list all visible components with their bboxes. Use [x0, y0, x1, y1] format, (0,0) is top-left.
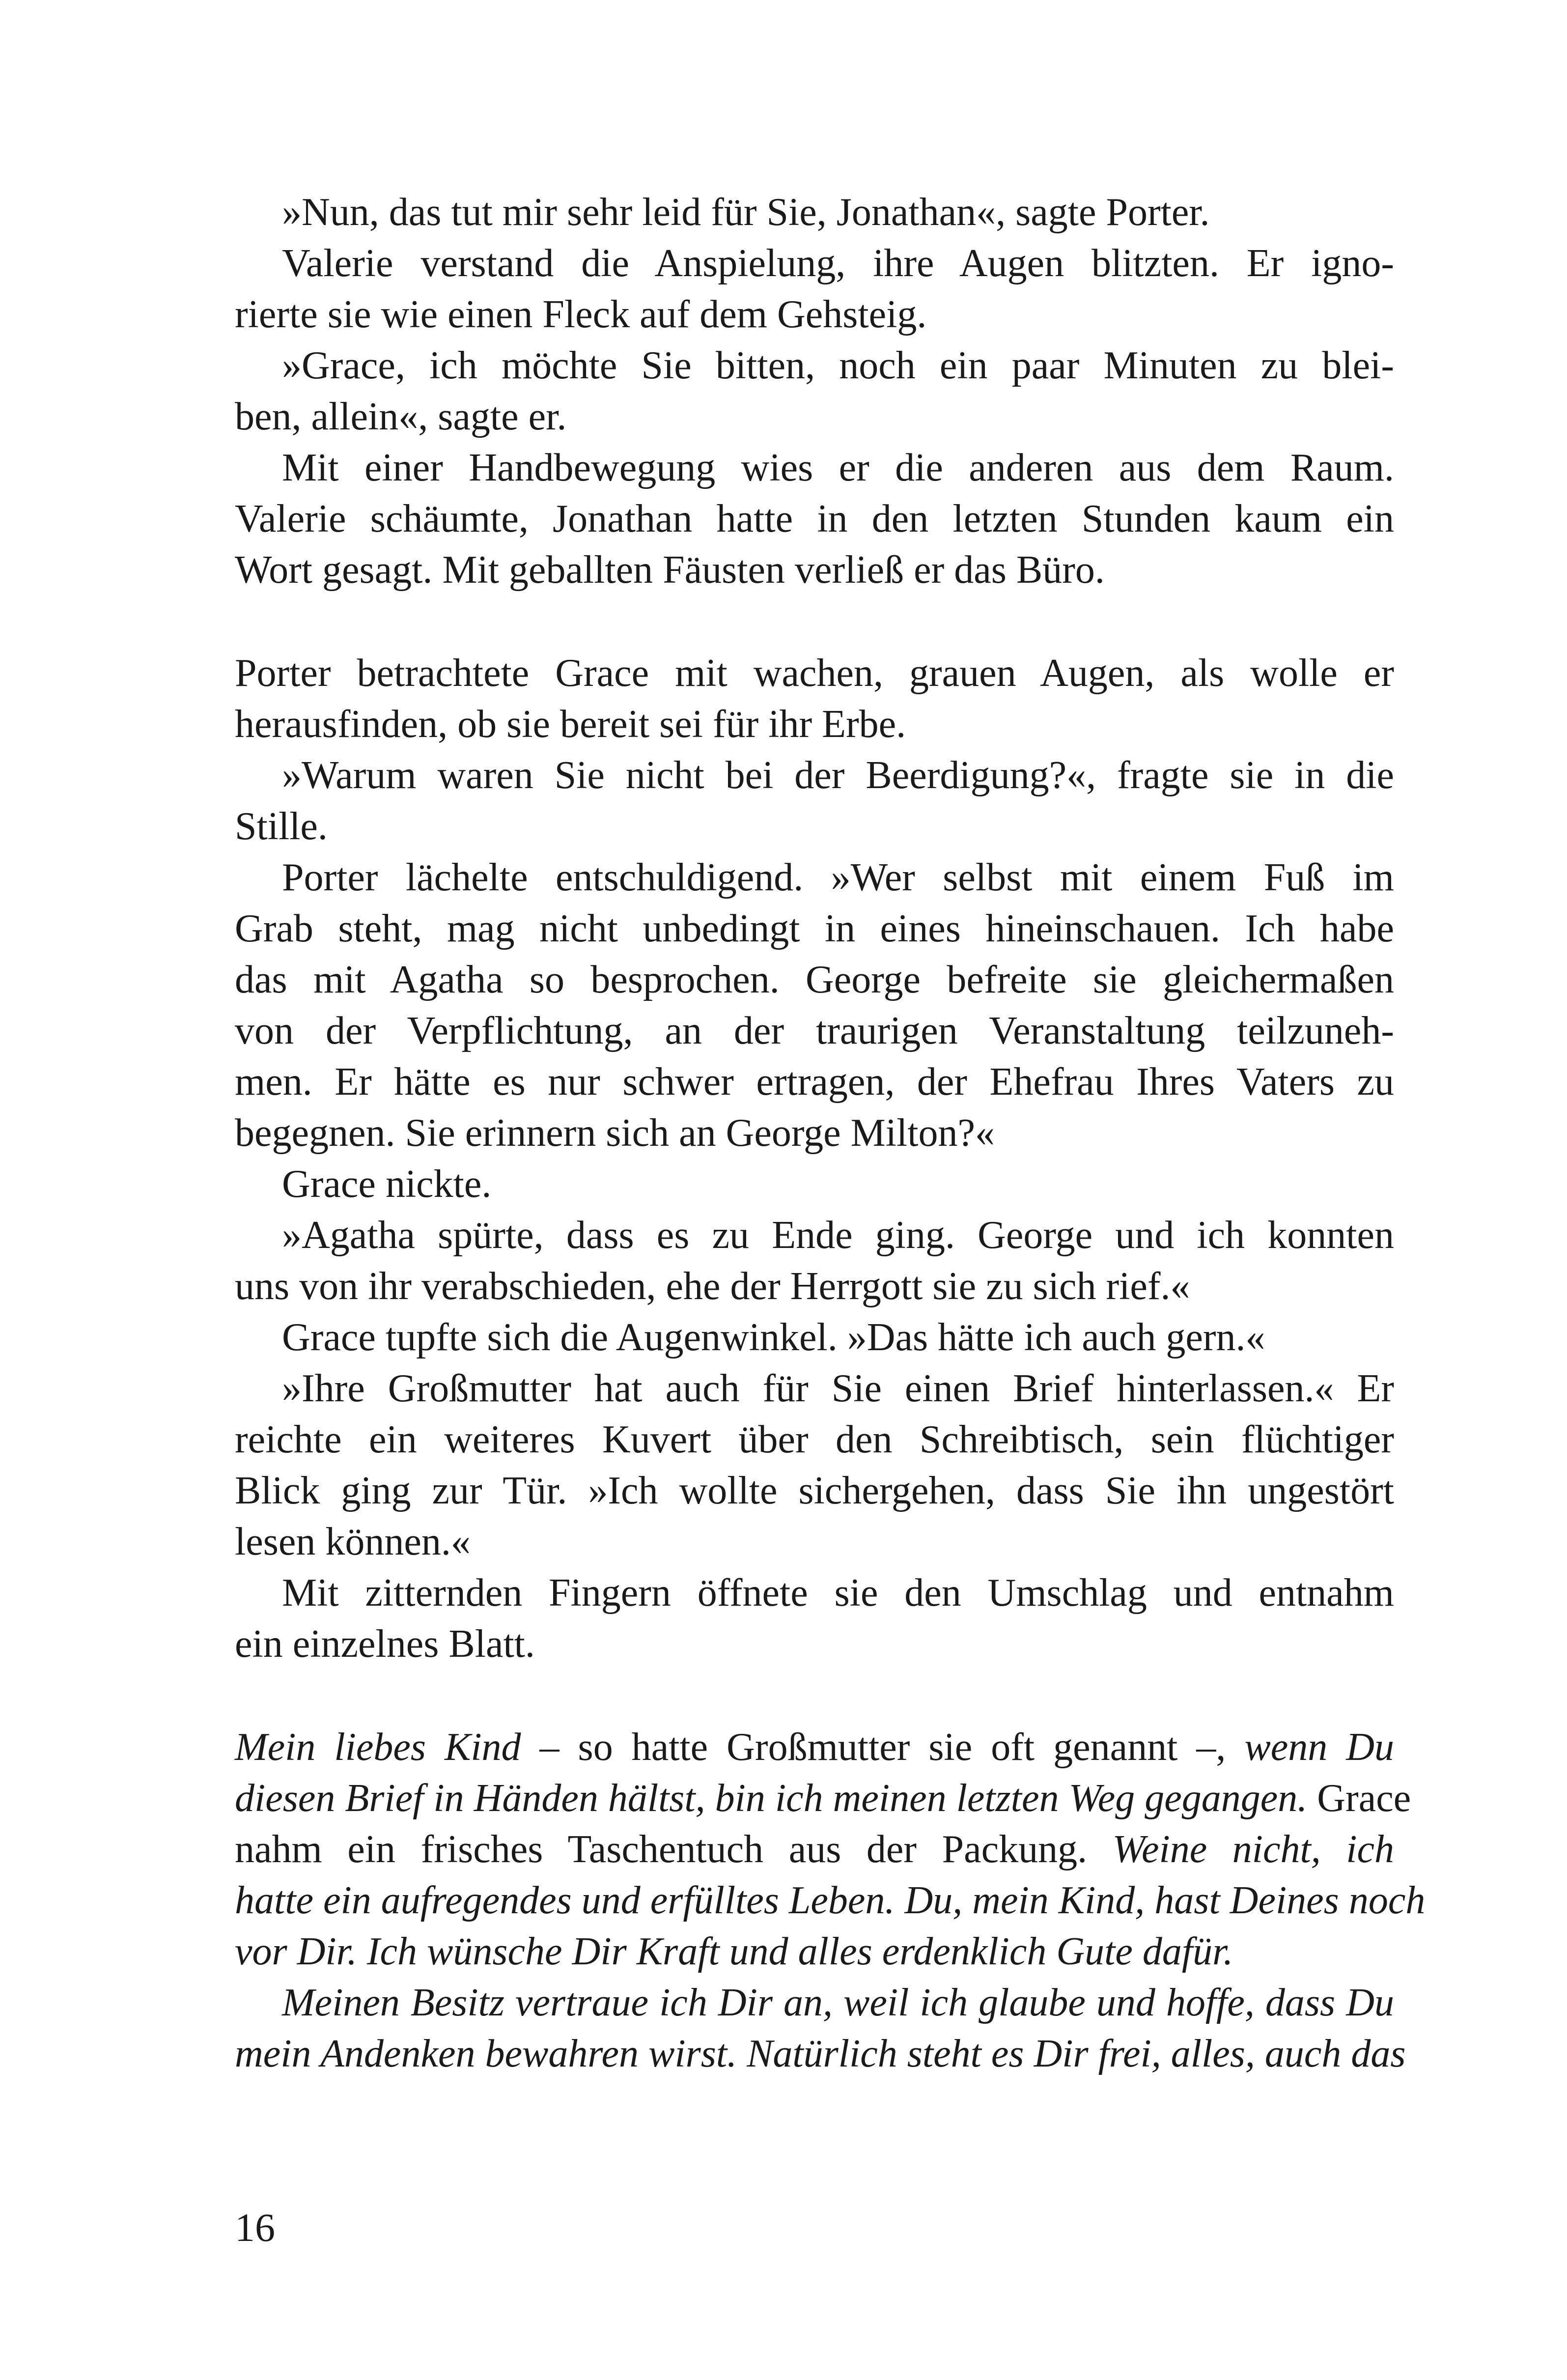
- text-line: »Nun, das tut mir sehr leid für Sie, Jonathan«, sagte Porter.: [282, 191, 1210, 234]
- narration: nahm ein frisches Taschentuch aus der Packung.: [235, 1828, 1113, 1871]
- text-line: von der Verpflichtung, an der traurigen Veranstaltung teilzuneh-: [235, 1009, 1394, 1052]
- letter-line: Meinen Besitz vertraue ich Dir an, weil ich glaube und hoffe, dass Du: [282, 1981, 1394, 2024]
- text-line: »Grace, ich möchte Sie bitten, noch ein paar Minuten zu blei-: [282, 344, 1394, 387]
- text-line: Grace tupfte sich die Augenwinkel. »Das hätte ich auch gern.«: [282, 1316, 1265, 1359]
- text-line: rierte sie wie einen Fleck auf dem Gehsteig.: [235, 293, 927, 336]
- book-page-text: [235, 187, 1426, 2079]
- text-line: Valerie verstand die Anspielung, ihre Augen blitzten. Er igno-: [282, 242, 1394, 285]
- text-line: »Agatha spürte, dass es zu Ende ging. George und ich konnten: [282, 1214, 1394, 1257]
- letter-italic: Weine nicht, ich: [1112, 1828, 1395, 1871]
- text-line: uns von ihr verabschieden, ehe der Herrgott sie zu sich rief.«: [235, 1265, 1190, 1308]
- text-line: Grace nickte.: [282, 1162, 492, 1206]
- text-line: Stille.: [235, 805, 328, 848]
- section-break: [235, 1670, 1394, 1722]
- text-line: ein einzelnes Blatt.: [235, 1622, 535, 1666]
- narration: Grace: [1307, 1777, 1411, 1820]
- text-line: begegnen. Sie erinnern sich an George Milton?«: [235, 1111, 995, 1155]
- text-line: reichte ein weiteres Kuvert über den Schreibtisch, sein flüchtiger: [235, 1418, 1394, 1461]
- letter-line: hatte ein aufregendes und erfülltes Leben. Du, mein Kind, hast Deines noch: [235, 1879, 1426, 1922]
- text-line: Mit zitternden Fingern öffnete sie den Umschlag und entnahm: [282, 1571, 1394, 1615]
- text-line: Mit einer Handbewegung wies er die anderen aus dem Raum.: [282, 446, 1394, 489]
- narration: – so hatte Großmutter sie oft genannt –,: [521, 1726, 1245, 1769]
- letter-line: [235, 1824, 1394, 1875]
- text-line: Grab steht, mag nicht unbedingt in eines hineinschauen. Ich habe: [235, 907, 1394, 950]
- text-line: Porter lächelte entschuldigend. »Wer selbst mit einem Fuß im: [282, 856, 1394, 899]
- text-line: Wort gesagt. Mit geballten Fäusten verließ er das Büro.: [235, 548, 1105, 592]
- page-number: 16: [235, 2205, 275, 2250]
- letter-italic: diesen Brief in Händen hältst, bin ich meinen letzten Weg gegangen.: [235, 1777, 1308, 1820]
- letter-line: vor Dir. Ich wünsche Dir Kraft und alles erdenklich Gute dafür.: [235, 1930, 1233, 1973]
- text-line: lesen können.«: [235, 1520, 471, 1563]
- letter-line: [235, 1722, 1394, 1773]
- text-line: Blick ging zur Tür. »Ich wollte sichergehen, dass Sie ihn ungestört: [235, 1469, 1394, 1512]
- text-line: Porter betrachtete Grace mit wachen, grauen Augen, als wolle er: [235, 652, 1394, 695]
- letter-line: [235, 1773, 1411, 1824]
- text-line: Valerie schäumte, Jonathan hatte in den letzten Stunden kaum ein: [235, 497, 1394, 540]
- letter-italic: Mein liebes Kind: [235, 1726, 521, 1769]
- text-line: »Ihre Großmutter hat auch für Sie einen Brief hinterlassen.« Er: [282, 1367, 1394, 1410]
- text-line: men. Er hätte es nur schwer ertragen, der Ehefrau Ihres Vaters zu: [235, 1060, 1394, 1104]
- text-line: ben, allein«, sagte er.: [235, 395, 567, 438]
- section-break: [235, 595, 1394, 648]
- text-line: das mit Agatha so besprochen. George befreite sie gleichermaßen: [235, 958, 1394, 1001]
- letter-line: mein Andenken bewahren wirst. Natürlich steht es Dir frei, alles, auch das: [235, 2032, 1406, 2075]
- letter-italic: wenn Du: [1244, 1726, 1394, 1769]
- text-line: herausfinden, ob sie bereit sei für ihr Erbe.: [235, 703, 906, 746]
- text-line: »Warum waren Sie nicht bei der Beerdigung?«, fragte sie in die: [282, 754, 1394, 797]
